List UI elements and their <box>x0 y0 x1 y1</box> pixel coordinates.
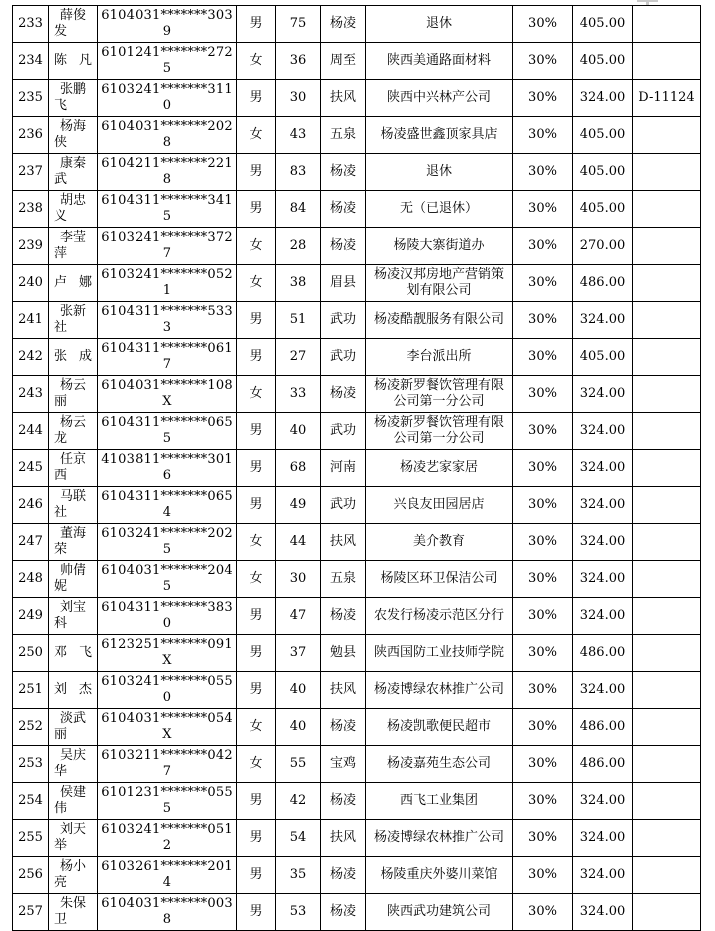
cell-name: 刘宝科 <box>49 598 98 635</box>
cell-amount: 324.00 <box>573 820 633 857</box>
cell-row-number: 237 <box>13 154 49 191</box>
cell-name: 刘天举 <box>49 820 98 857</box>
cell-age: 83 <box>276 154 321 191</box>
cell-name: 邓飞 <box>49 635 98 672</box>
cell-gender: 男 <box>237 857 276 894</box>
cell-name: 薛俊发 <box>49 6 98 43</box>
cell-percent: 30% <box>513 783 573 820</box>
cell-row-number: 248 <box>13 561 49 598</box>
cell-place: 五泉 <box>321 561 366 598</box>
cell-age: 37 <box>276 635 321 672</box>
cell-gender: 女 <box>237 746 276 783</box>
cell-amount: 324.00 <box>573 376 633 413</box>
cell-amount: 405.00 <box>573 191 633 228</box>
cell-amount: 324.00 <box>573 672 633 709</box>
cell-employer: 陕西中兴林产公司 <box>366 80 513 117</box>
cell-gender: 男 <box>237 635 276 672</box>
cell-code <box>633 857 701 894</box>
cell-percent: 30% <box>513 413 573 450</box>
cell-percent: 30% <box>513 376 573 413</box>
cell-age: 40 <box>276 413 321 450</box>
cell-age: 40 <box>276 672 321 709</box>
cell-code <box>633 598 701 635</box>
cell-code <box>633 894 701 931</box>
cell-amount: 405.00 <box>573 43 633 80</box>
cell-name: 杨云丽 <box>49 376 98 413</box>
table-row <box>13 154 701 191</box>
cell-row-number: 235 <box>13 80 49 117</box>
cell-gender: 男 <box>237 598 276 635</box>
cell-place: 河南 <box>321 450 366 487</box>
cell-place: 杨凌 <box>321 894 366 931</box>
table-row <box>13 672 701 709</box>
cell-row-number: 241 <box>13 302 49 339</box>
cell-code <box>633 561 701 598</box>
cell-employer: 杨陵大寨街道办 <box>366 228 513 265</box>
cell-row-number: 257 <box>13 894 49 931</box>
cell-age: 68 <box>276 450 321 487</box>
cell-amount: 405.00 <box>573 117 633 154</box>
cell-gender: 女 <box>237 524 276 561</box>
cell-name: 康秦武 <box>49 154 98 191</box>
cell-gender: 男 <box>237 191 276 228</box>
table-row <box>13 487 701 524</box>
cell-row-number: 233 <box>13 6 49 43</box>
cell-gender: 男 <box>237 302 276 339</box>
cell-employer: 杨凌嘉苑生态公司 <box>366 746 513 783</box>
cell-age: 38 <box>276 265 321 302</box>
cell-id-number: 6103241*******0521 <box>98 265 237 302</box>
cell-age: 75 <box>276 6 321 43</box>
cell-place: 杨凌 <box>321 857 366 894</box>
cell-row-number: 252 <box>13 709 49 746</box>
cell-age: 43 <box>276 117 321 154</box>
cell-row-number: 244 <box>13 413 49 450</box>
cell-percent: 30% <box>513 191 573 228</box>
cell-amount: 405.00 <box>573 6 633 43</box>
cell-row-number: 239 <box>13 228 49 265</box>
cell-code <box>633 524 701 561</box>
cell-amount: 270.00 <box>573 228 633 265</box>
table-row <box>13 413 701 450</box>
cell-percent: 30% <box>513 80 573 117</box>
cell-code <box>633 746 701 783</box>
cell-row-number: 245 <box>13 450 49 487</box>
cell-gender: 男 <box>237 6 276 43</box>
cell-name: 淡武丽 <box>49 709 98 746</box>
cell-percent: 30% <box>513 746 573 783</box>
cell-place: 武功 <box>321 302 366 339</box>
cell-employer: 退休 <box>366 6 513 43</box>
roster-table-body <box>13 6 701 931</box>
cell-place: 杨凌 <box>321 376 366 413</box>
cell-amount: 486.00 <box>573 265 633 302</box>
cell-row-number: 247 <box>13 524 49 561</box>
cell-age: 51 <box>276 302 321 339</box>
cell-age: 35 <box>276 857 321 894</box>
table-row <box>13 820 701 857</box>
cell-id-number: 6101231*******0555 <box>98 783 237 820</box>
cell-row-number: 236 <box>13 117 49 154</box>
table-row <box>13 339 701 376</box>
table-row <box>13 450 701 487</box>
cell-place: 宝鸡 <box>321 746 366 783</box>
cell-name: 刘杰 <box>49 672 98 709</box>
cell-age: 42 <box>276 783 321 820</box>
cell-id-number: 6103241*******0550 <box>98 672 237 709</box>
cell-employer: 杨陵重庆外婆川菜馆 <box>366 857 513 894</box>
cell-name: 张新社 <box>49 302 98 339</box>
cell-name: 杨云龙 <box>49 413 98 450</box>
cell-employer: 杨凌酷靓服务有限公司 <box>366 302 513 339</box>
table-row <box>13 117 701 154</box>
cell-amount: 405.00 <box>573 339 633 376</box>
cell-percent: 30% <box>513 339 573 376</box>
cell-name: 卢娜 <box>49 265 98 302</box>
cell-percent: 30% <box>513 598 573 635</box>
cell-code <box>633 487 701 524</box>
cell-gender: 男 <box>237 154 276 191</box>
cell-employer: 美介教育 <box>366 524 513 561</box>
cell-place: 杨凌 <box>321 598 366 635</box>
cell-percent: 30% <box>513 820 573 857</box>
cell-age: 49 <box>276 487 321 524</box>
cell-percent: 30% <box>513 709 573 746</box>
cell-amount: 324.00 <box>573 524 633 561</box>
cell-employer: 无（已退休） <box>366 191 513 228</box>
cell-code <box>633 672 701 709</box>
cell-place: 眉县 <box>321 265 366 302</box>
cell-id-number: 6104311*******3830 <box>98 598 237 635</box>
cell-row-number: 250 <box>13 635 49 672</box>
cell-percent: 30% <box>513 6 573 43</box>
cell-age: 30 <box>276 80 321 117</box>
cell-id-number: 6104311*******0654 <box>98 487 237 524</box>
cell-percent: 30% <box>513 117 573 154</box>
table-row <box>13 524 701 561</box>
cell-gender: 女 <box>237 265 276 302</box>
cell-id-number: 6103241*******0512 <box>98 820 237 857</box>
cell-age: 47 <box>276 598 321 635</box>
cell-name: 张成 <box>49 339 98 376</box>
cell-id-number: 6104031*******3039 <box>98 6 237 43</box>
cell-place: 扶风 <box>321 672 366 709</box>
cell-name: 杨海侠 <box>49 117 98 154</box>
cell-gender: 女 <box>237 376 276 413</box>
cell-place: 杨凌 <box>321 154 366 191</box>
cell-employer: 农发行杨凌示范区分行 <box>366 598 513 635</box>
cell-percent: 30% <box>513 450 573 487</box>
cell-id-number: 6104031*******0038 <box>98 894 237 931</box>
cell-age: 36 <box>276 43 321 80</box>
cell-amount: 324.00 <box>573 857 633 894</box>
cell-id-number: 6103211*******0427 <box>98 746 237 783</box>
table-row <box>13 6 701 43</box>
cell-row-number: 254 <box>13 783 49 820</box>
table-row <box>13 598 701 635</box>
cell-employer: 陕西国防工业技师学院 <box>366 635 513 672</box>
table-row <box>13 709 701 746</box>
cell-name: 张鹏飞 <box>49 80 98 117</box>
cell-amount: 324.00 <box>573 783 633 820</box>
cell-employer: 李台派出所 <box>366 339 513 376</box>
cell-place: 武功 <box>321 487 366 524</box>
cell-place: 扶风 <box>321 820 366 857</box>
cell-name: 侯建伟 <box>49 783 98 820</box>
cell-code <box>633 302 701 339</box>
cell-percent: 30% <box>513 43 573 80</box>
cell-row-number: 243 <box>13 376 49 413</box>
cell-gender: 男 <box>237 487 276 524</box>
cell-id-number: 6123251*******091X <box>98 635 237 672</box>
cell-age: 27 <box>276 339 321 376</box>
cell-code <box>633 413 701 450</box>
table-row <box>13 191 701 228</box>
cell-id-number: 6104311*******5333 <box>98 302 237 339</box>
cell-amount: 324.00 <box>573 450 633 487</box>
cell-amount: 324.00 <box>573 302 633 339</box>
cell-gender: 女 <box>237 117 276 154</box>
cell-id-number: 6103241*******3110 <box>98 80 237 117</box>
table-row <box>13 265 701 302</box>
cell-code <box>633 635 701 672</box>
table-row <box>13 228 701 265</box>
cell-id-number: 6104031*******2045 <box>98 561 237 598</box>
cell-name: 陈凡 <box>49 43 98 80</box>
table-row <box>13 80 701 117</box>
cell-code <box>633 783 701 820</box>
cell-employer: 杨凌凯歌便民超市 <box>366 709 513 746</box>
cell-gender: 男 <box>237 413 276 450</box>
cell-employer: 杨凌艺家家居 <box>366 450 513 487</box>
cell-place: 周至 <box>321 43 366 80</box>
table-row <box>13 635 701 672</box>
cell-name: 胡忠义 <box>49 191 98 228</box>
cell-place: 杨凌 <box>321 709 366 746</box>
cell-percent: 30% <box>513 635 573 672</box>
cell-gender: 男 <box>237 783 276 820</box>
cell-id-number: 6104211*******2218 <box>98 154 237 191</box>
cell-gender: 女 <box>237 709 276 746</box>
table-row <box>13 746 701 783</box>
cell-employer: 杨凌新罗餐饮管理有限公司第一分公司 <box>366 376 513 413</box>
table-row <box>13 561 701 598</box>
cell-name: 朱保卫 <box>49 894 98 931</box>
table-row <box>13 894 701 931</box>
cell-place: 扶风 <box>321 524 366 561</box>
cell-row-number: 253 <box>13 746 49 783</box>
cell-place: 扶风 <box>321 80 366 117</box>
cell-amount: 324.00 <box>573 413 633 450</box>
cell-id-number: 6104311*******3415 <box>98 191 237 228</box>
cell-gender: 男 <box>237 80 276 117</box>
cell-employer: 杨陵区环卫保洁公司 <box>366 561 513 598</box>
cell-row-number: 240 <box>13 265 49 302</box>
cell-gender: 男 <box>237 820 276 857</box>
table-row <box>13 43 701 80</box>
cell-code <box>633 228 701 265</box>
cell-row-number: 238 <box>13 191 49 228</box>
cell-amount: 486.00 <box>573 709 633 746</box>
cell-age: 55 <box>276 746 321 783</box>
cell-id-number: 6101241*******2725 <box>98 43 237 80</box>
table-row <box>13 302 701 339</box>
cell-row-number: 251 <box>13 672 49 709</box>
cell-amount: 486.00 <box>573 635 633 672</box>
cell-place: 五泉 <box>321 117 366 154</box>
cell-age: 44 <box>276 524 321 561</box>
cell-row-number: 256 <box>13 857 49 894</box>
cell-code: D-11124 <box>633 80 701 117</box>
cell-age: 28 <box>276 228 321 265</box>
cell-id-number: 6103241*******2025 <box>98 524 237 561</box>
cell-row-number: 249 <box>13 598 49 635</box>
cell-gender: 男 <box>237 672 276 709</box>
cell-age: 40 <box>276 709 321 746</box>
cell-place: 杨凌 <box>321 6 366 43</box>
cell-gender: 女 <box>237 561 276 598</box>
cell-row-number: 255 <box>13 820 49 857</box>
cell-employer: 兴良友田园居店 <box>366 487 513 524</box>
cell-percent: 30% <box>513 228 573 265</box>
table-row <box>13 783 701 820</box>
cell-percent: 30% <box>513 487 573 524</box>
cell-employer: 陕西武功建筑公司 <box>366 894 513 931</box>
cell-code <box>633 43 701 80</box>
cell-code <box>633 154 701 191</box>
cell-employer: 杨凌汉邦房地产营销策划有限公司 <box>366 265 513 302</box>
cell-age: 54 <box>276 820 321 857</box>
cell-age: 84 <box>276 191 321 228</box>
cell-row-number: 242 <box>13 339 49 376</box>
cell-employer: 杨凌新罗餐饮管理有限公司第一分公司 <box>366 413 513 450</box>
cell-amount: 324.00 <box>573 487 633 524</box>
cell-percent: 30% <box>513 894 573 931</box>
cell-id-number: 6104031*******108X <box>98 376 237 413</box>
cell-place: 杨凌 <box>321 191 366 228</box>
cell-id-number: 6103261*******2014 <box>98 857 237 894</box>
cell-name: 李莹萍 <box>49 228 98 265</box>
cell-row-number: 246 <box>13 487 49 524</box>
cell-employer: 退休 <box>366 154 513 191</box>
cell-name: 杨小亮 <box>49 857 98 894</box>
cell-id-number: 6104311*******0617 <box>98 339 237 376</box>
cell-employer: 杨凌盛世鑫顶家具店 <box>366 117 513 154</box>
cell-gender: 男 <box>237 450 276 487</box>
personnel-roster-table <box>12 5 701 931</box>
cell-percent: 30% <box>513 265 573 302</box>
cell-amount: 405.00 <box>573 154 633 191</box>
cell-name: 吴庆华 <box>49 746 98 783</box>
cell-row-number: 234 <box>13 43 49 80</box>
cell-employer: 西飞工业集团 <box>366 783 513 820</box>
cell-amount: 486.00 <box>573 746 633 783</box>
cell-code <box>633 376 701 413</box>
cell-gender: 男 <box>237 894 276 931</box>
cell-percent: 30% <box>513 857 573 894</box>
cell-amount: 324.00 <box>573 561 633 598</box>
cell-employer: 杨凌博绿农林推广公司 <box>366 820 513 857</box>
cell-age: 30 <box>276 561 321 598</box>
cell-percent: 30% <box>513 302 573 339</box>
cell-place: 勉县 <box>321 635 366 672</box>
cell-code <box>633 265 701 302</box>
cell-percent: 30% <box>513 524 573 561</box>
cell-id-number: 6104031*******2028 <box>98 117 237 154</box>
cell-code <box>633 117 701 154</box>
cell-id-number: 4103811*******3016 <box>98 450 237 487</box>
cell-gender: 女 <box>237 228 276 265</box>
cell-name: 帅倩妮 <box>49 561 98 598</box>
cell-employer: 陕西美通路面材料 <box>366 43 513 80</box>
cell-code <box>633 339 701 376</box>
cell-place: 杨凌 <box>321 783 366 820</box>
cell-employer: 杨凌博绿农林推广公司 <box>366 672 513 709</box>
cell-place: 武功 <box>321 339 366 376</box>
cell-name: 马联社 <box>49 487 98 524</box>
cell-age: 53 <box>276 894 321 931</box>
cell-place: 武功 <box>321 413 366 450</box>
cell-id-number: 6104031*******054X <box>98 709 237 746</box>
cell-id-number: 6104311*******0655 <box>98 413 237 450</box>
cell-code <box>633 6 701 43</box>
cell-code <box>633 709 701 746</box>
cell-percent: 30% <box>513 672 573 709</box>
cell-code <box>633 450 701 487</box>
cell-percent: 30% <box>513 154 573 191</box>
cell-gender: 女 <box>237 43 276 80</box>
cell-percent: 30% <box>513 561 573 598</box>
table-row <box>13 857 701 894</box>
cell-code <box>633 191 701 228</box>
cell-id-number: 6103241*******3727 <box>98 228 237 265</box>
cell-amount: 324.00 <box>573 598 633 635</box>
cell-amount: 324.00 <box>573 80 633 117</box>
cell-place: 杨凌 <box>321 228 366 265</box>
cell-gender: 男 <box>237 339 276 376</box>
cell-code <box>633 820 701 857</box>
cell-name: 董海荣 <box>49 524 98 561</box>
cell-name: 任京西 <box>49 450 98 487</box>
cell-amount: 324.00 <box>573 894 633 931</box>
table-row <box>13 376 701 413</box>
cell-age: 33 <box>276 376 321 413</box>
